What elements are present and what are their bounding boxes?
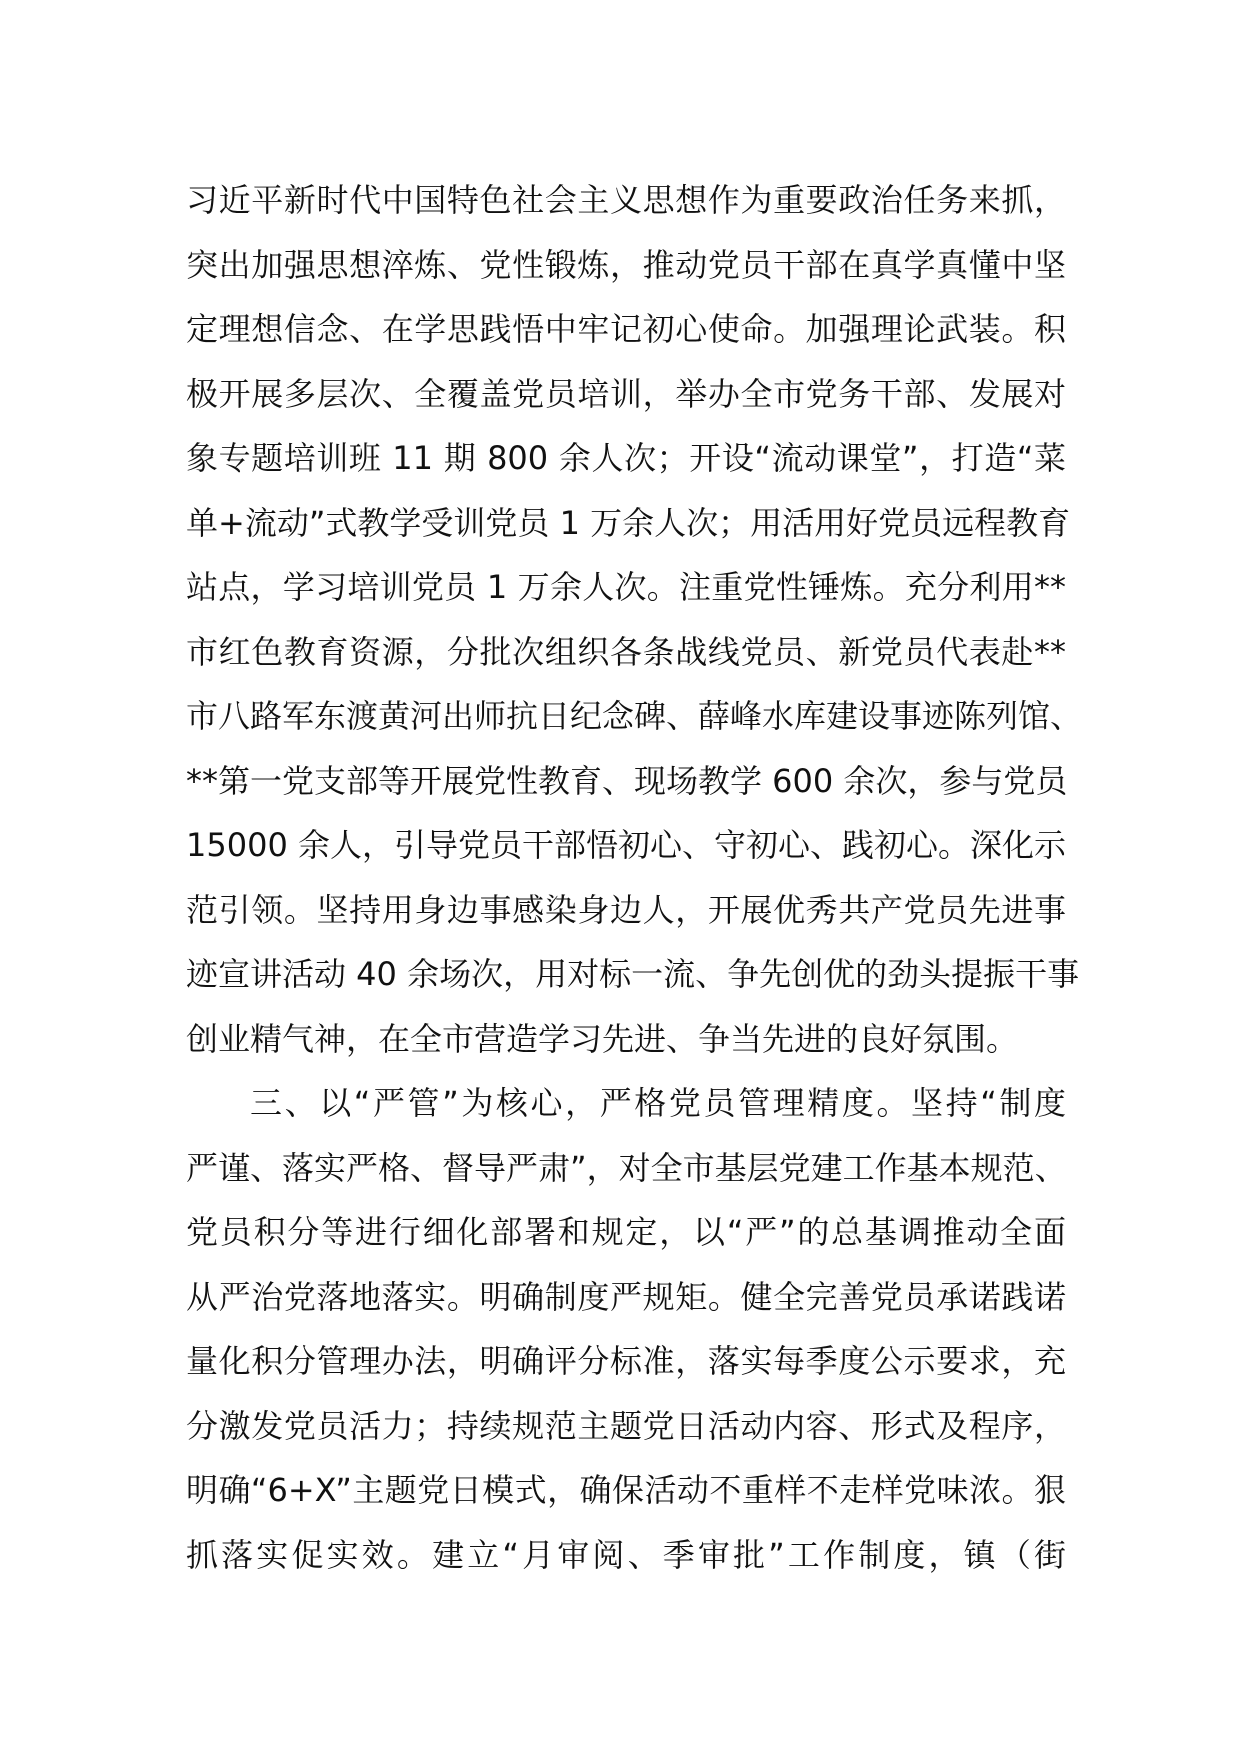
text-line: 党员积分等进行细化部署和规定，以“严”的总基调推动全面 <box>186 1213 1066 1251</box>
text-line: 单+流动”式教学受训党员 1 万余人次；用活用好党员远程教育 <box>186 503 1071 542</box>
paragraph-last-line: 创业精气神，在全市营造学习先进、争当先进的良好氛围。 <box>186 1019 1019 1058</box>
text-line: 明确“6+X”主题党日模式，确保活动不重样不走样党味浓。狠 <box>186 1471 1066 1509</box>
text-line: 象专题培训班 11 期 800 余人次；开设“流动课堂”，打造“菜 <box>186 439 1066 477</box>
text-line: 分激发党员活力；持续规范主题党日活动内容、形式及程序， <box>186 1406 1066 1445</box>
text-line: 抓落实促实效。建立“月审阅、季审批”工作制度，镇（街 <box>186 1535 1066 1574</box>
body-text <box>186 168 1083 1587</box>
text-line: 极开展多层次、全覆盖党员培训，举办全市党务干部、发展对 <box>186 374 1066 413</box>
text-line: 量化积分管理办法，明确评分标准，落实每季度公示要求，充 <box>186 1342 1066 1380</box>
text-line: 15000 余人，引导党员干部悟初心、守初心、践初心。深化示 <box>186 826 1066 864</box>
text-line: 市红色教育资源，分批次组织各条战线党员、新党员代表赴** <box>186 632 1066 671</box>
text-line: 习近平新时代中国特色社会主义思想作为重要政治任务来抓， <box>186 181 1066 219</box>
text-line: 突出加强思想淬炼、党性锻炼，推动党员干部在真学真懂中坚 <box>186 245 1066 284</box>
text-line: 站点，学习培训党员 1 万余人次。注重党性锤炼。充分利用** <box>186 568 1066 606</box>
text-line: 范引领。坚持用身边事感染身边人，开展优秀共产党员先进事 <box>186 890 1066 929</box>
text-line: 定理想信念、在学思践悟中牢记初心使命。加强理论武装。积 <box>186 310 1066 348</box>
text-line: 迹宣讲活动 40 余场次，用对标一流、争先创优的劲头提振干事 <box>186 955 1080 993</box>
text-line: 从严治党落地落实。明确制度严规矩。健全完善党员承诺践诺 <box>186 1277 1066 1316</box>
text-line: 市八路军东渡黄河出师抗日纪念碑、薛峰水库建设事迹陈列馆、 <box>186 697 1083 735</box>
text-line: **第一党支部等开展党性教育、现场教学 600 余次，参与党员 <box>186 761 1068 800</box>
section-heading-line: 三、以“严管”为核心，严格党员管理精度。坚持“制度 <box>250 1084 1066 1122</box>
text-line: 严谨、落实严格、督导严肃”，对全市基层党建工作基本规范、 <box>186 1148 1067 1187</box>
